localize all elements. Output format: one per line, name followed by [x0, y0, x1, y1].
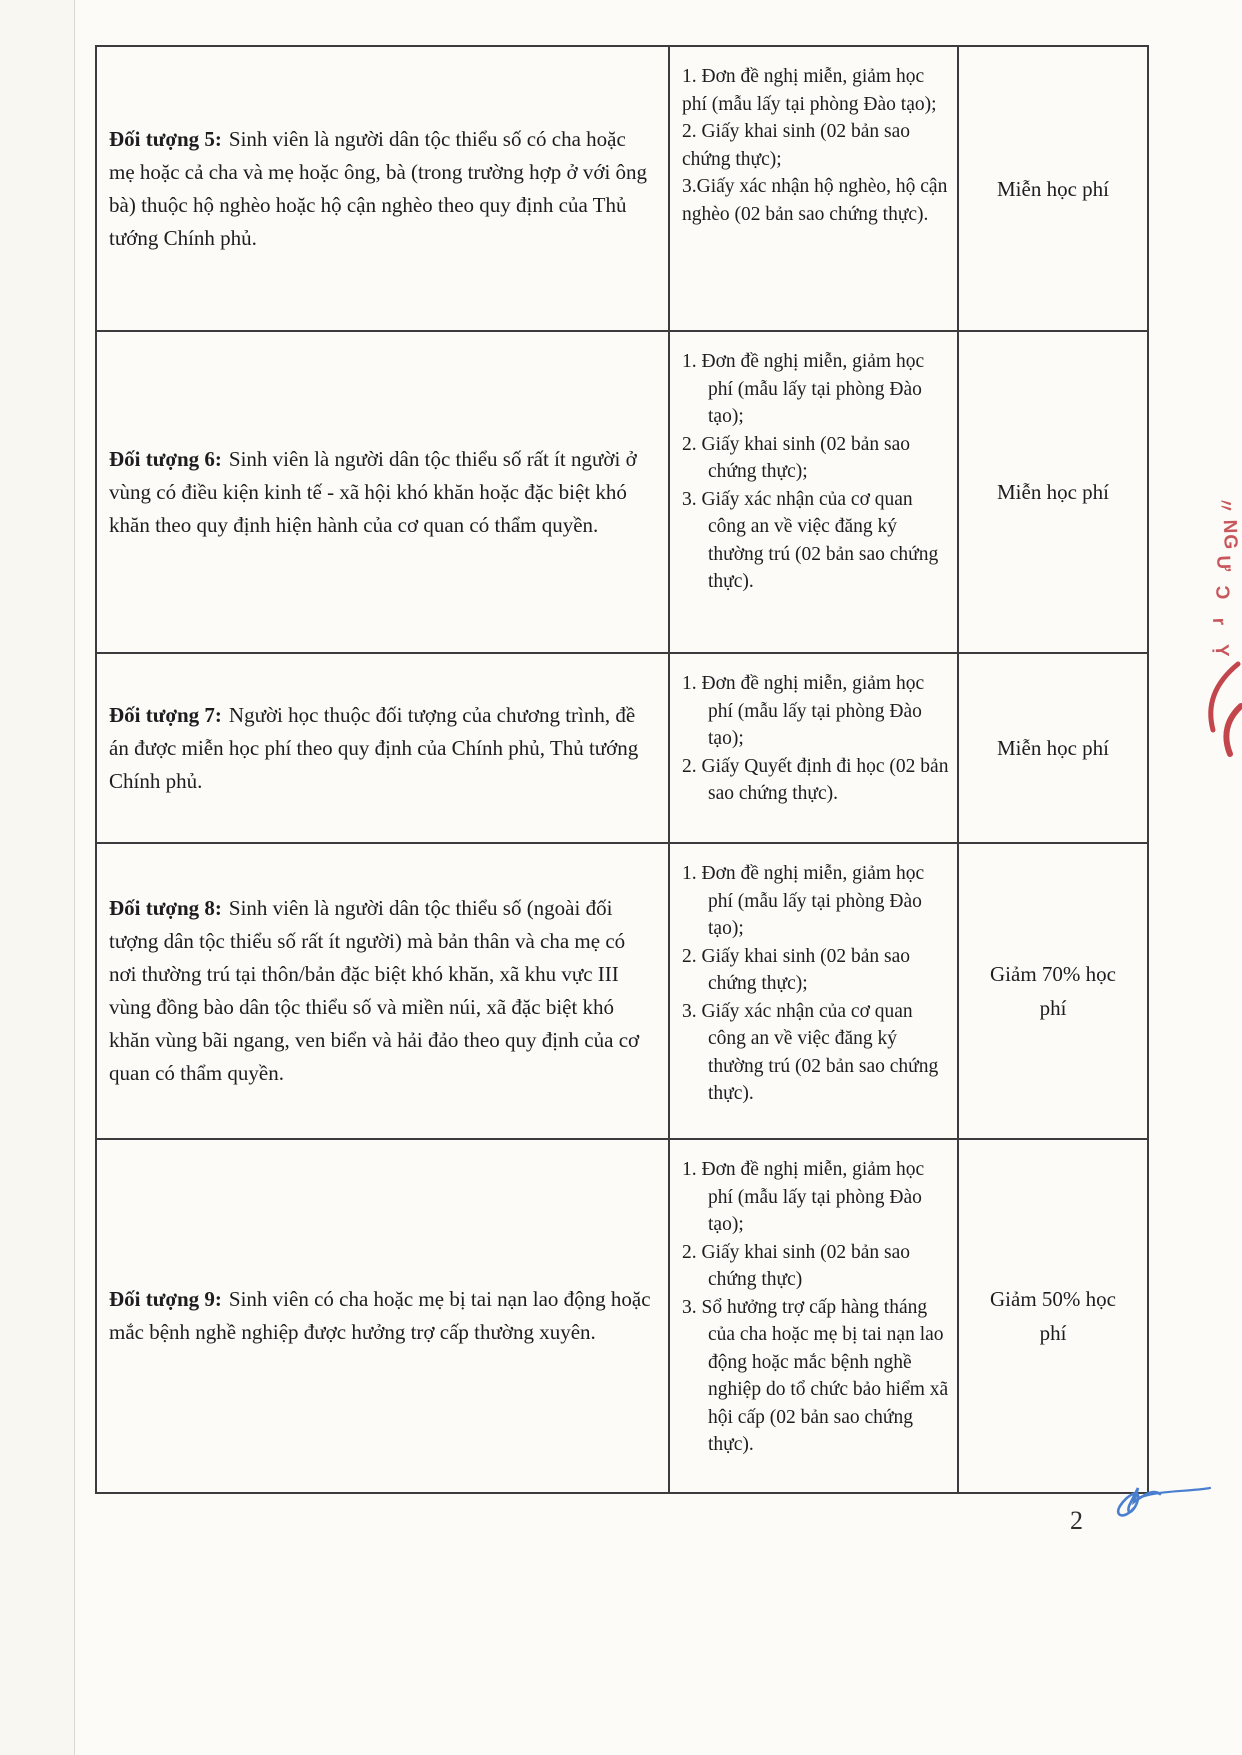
document-item: 1. Đơn đề nghị miễn, giảm học phí (mẫu lấy tại phòng Đào tạo); — [682, 1159, 925, 1235]
stamp-glyph: NG — [1218, 519, 1241, 551]
subject-cell — [96, 1139, 669, 1493]
table-row — [96, 843, 1148, 1139]
table-row — [96, 1139, 1148, 1493]
document-item: 3. Sổ hưởng trợ cấp hàng tháng của cha hoặc mẹ bị tai nạn lao động hoặc mắc bệnh nghề nghiệp do tổ chức bảo hiểm xã hội cấp (02 bản sao chứng thực). — [682, 1296, 949, 1455]
benefit-cell: Giảm 50% học phí — [958, 1139, 1148, 1493]
document-item: 2. Giấy khai sinh (02 bản sao chứng thực); — [682, 433, 911, 482]
subject-cell — [96, 653, 669, 843]
scan-margin — [0, 0, 74, 1755]
table-row — [96, 653, 1148, 843]
stamp-glyph: r — [1208, 617, 1230, 627]
paper-edge-line — [74, 0, 75, 1755]
stamp-glyph: Ɔ — [1211, 585, 1233, 601]
subject-text: Sinh viên là người dân tộc thiểu số rất ít người ở vùng có điều kiện kinh tế - xã hội khó khăn hoặc đặc biệt khó khăn theo quy định hiện hành của cơ quan có thẩm quyền. — [109, 446, 637, 537]
subject-cell — [96, 331, 669, 653]
document-item: 2. Giấy khai sinh (02 bản sao chứng thực); — [682, 121, 911, 170]
document-item: 2. Giấy khai sinh (02 bản sao chứng thực); — [682, 945, 911, 994]
benefit-cell: Miễn học phí — [958, 653, 1148, 843]
document-item: 1. Đơn đề nghị miễn, giảm học phí (mẫu lấy tại phòng Đào tạo); — [682, 66, 937, 115]
subject-label: Đối tượng 5: — [109, 126, 222, 151]
document-item: 3. Giấy xác nhận của cơ quan công an về việc đăng ký thường trú (02 bản sao chứng thực). — [682, 488, 939, 592]
subject-label: Đối tượng 9: — [109, 1287, 222, 1311]
subject-label: Đối tượng 6: — [109, 446, 222, 471]
subject-text: Sinh viên là người dân tộc thiểu số có cha hoặc mẹ hoặc cả cha và mẹ hoặc ông, bà (trong trường hợp ở với ông bà) thuộc hộ nghèo hoặc hộ cận nghèo theo quy định của Thủ tướng Chính phủ. — [109, 126, 648, 250]
benefit-cell: Miễn học phí — [958, 331, 1148, 653]
document-item: 1. Đơn đề nghị miễn, giảm học phí (mẫu lấy tại phòng Đào tạo); — [682, 863, 925, 939]
subject-text: Người học thuộc đối tượng của chương trình, đề án được miễn học phí theo quy định của Chính phủ, Thủ tướng Chính phủ. — [109, 702, 639, 793]
red-stamp-arc — [1186, 660, 1242, 760]
page-number: 2 — [1070, 1506, 1083, 1535]
document-item: 3.Giấy xác nhận hộ nghèo, hộ cận nghèo (02 bản sao chứng thực). — [682, 176, 948, 225]
benefit-cell: Miễn học phí — [958, 46, 1148, 331]
table-row — [96, 331, 1148, 653]
documents-cell — [669, 843, 958, 1139]
documents-cell — [669, 1139, 958, 1493]
document-item: 3. Giấy xác nhận của cơ quan công an về việc đăng ký thường trú (02 bản sao chứng thực). — [682, 1000, 939, 1104]
subject-text: Sinh viên có cha hoặc mẹ bị tai nạn lao động hoặc mắc bệnh nghề nghiệp được hưởng trợ cấp thường xuyên. — [109, 1287, 651, 1344]
documents-cell — [669, 331, 958, 653]
benefit-cell: Giảm 70% học phí — [958, 843, 1148, 1139]
subject-label: Đối tượng 7: — [109, 702, 222, 727]
fee-exemption-table — [95, 45, 1149, 1494]
document-item: 2. Giấy Quyết định đi học (02 bản sao chứng thực). — [682, 755, 949, 804]
red-stamp-fragment — [1208, 495, 1242, 661]
documents-cell — [669, 653, 958, 843]
table-row — [96, 46, 1148, 331]
documents-cell — [669, 46, 958, 331]
subject-cell — [96, 843, 669, 1139]
stamp-glyph: Ỵ — [1210, 643, 1233, 659]
stamp-glyph: 〃 — [1213, 495, 1236, 517]
subject-cell — [96, 46, 669, 331]
subject-label: Đối tượng 8: — [109, 896, 222, 920]
stamp-glyph: Ư — [1212, 555, 1234, 573]
document-item: 1. Đơn đề nghị miễn, giảm học phí (mẫu lấy tại phòng Đào tạo); — [682, 673, 925, 749]
document-item: 1. Đơn đề nghị miễn, giảm học phí (mẫu lấy tại phòng Đào tạo); — [682, 351, 925, 427]
subject-text: Sinh viên là người dân tộc thiểu số (ngoài đối tượng dân tộc thiểu số rất ít người) mà bản thân và cha mẹ có nơi thường trú tại thôn/bản đặc biệt khó khăn, xã khu vực III vùng đồng bào dân tộc thiểu số và miền núi, xã đặc biệt khó khăn vùng bãi ngang, ven biển và hải đảo theo quy định của cơ quan có thẩm quyền. — [109, 896, 640, 1085]
document-item: 2. Giấy khai sinh (02 bản sao chứng thực) — [682, 1241, 911, 1290]
